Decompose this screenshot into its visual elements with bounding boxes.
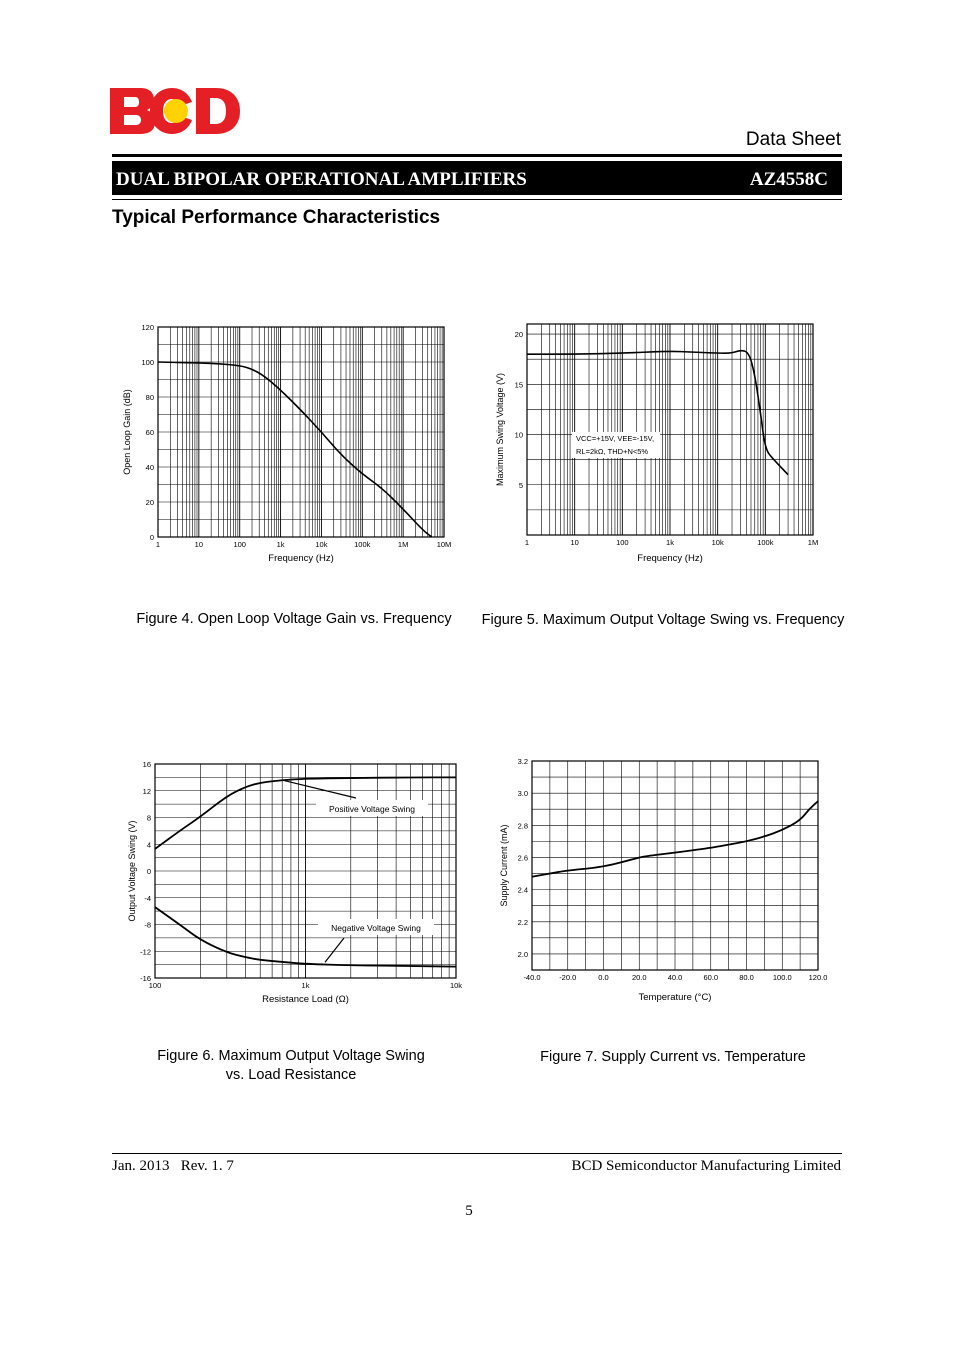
fig6-ytick-label: 8 (146, 813, 151, 823)
fig4-ytick-label: 20 (145, 498, 154, 507)
figure-7-caption: Figure 7. Supply Current vs. Temperature (540, 1049, 806, 1065)
fig4-ytick-label: 100 (141, 358, 154, 367)
fig5-xtick-label: 1 (524, 538, 530, 547)
fig4-xtick-label: 10M (436, 540, 452, 549)
fig6-ytick-label: 0 (146, 867, 151, 876)
fig5-ytick-label: 15 (514, 380, 523, 390)
fig4-ytick-label: 120 (141, 323, 154, 332)
fig7-grid (532, 761, 818, 970)
fig6-ytick-label: -16 (140, 974, 151, 983)
fig4-xtick-label: 100 (233, 540, 246, 549)
fig5-xtick-label: 100 (616, 538, 629, 547)
fig6-ytick-label: -12 (140, 947, 151, 957)
fig5-xtick-label: 1M (807, 538, 819, 547)
fig4-xtick-label: 10k (315, 540, 328, 549)
fig4-xtick-label: 1k (276, 540, 285, 549)
footer-company: BCD Semiconductor Manufacturing Limited (571, 1158, 841, 1174)
fig6-positive-label: Positive Voltage Swing (329, 804, 415, 814)
fig5-x-axis-label: Frequency (Hz) (637, 553, 703, 564)
fig6-x-axis-label: Resistance Load (Ω) (262, 994, 349, 1005)
fig5-y-axis-label: Maximum Swing Voltage (V) (495, 372, 505, 487)
fig7-xtick-label: 100.0 (772, 973, 792, 982)
fig6-y-axis-label: Output Voltage Swing (V) (127, 820, 137, 922)
fig4-ytick-label: 0 (149, 533, 154, 542)
section-heading: Typical Performance Characteristics (112, 207, 441, 228)
fig6-ytick-label: 4 (146, 840, 151, 850)
fig7-x-axis-label: Temperature (°C) (638, 992, 712, 1003)
fig4-xtick-label: 1M (397, 540, 409, 549)
fig7-ytick-label: 3.0 (517, 789, 528, 799)
fig4-xtick-label: 1 (155, 540, 161, 549)
fig7-xtick-label: 20.0 (631, 973, 647, 982)
figure-4-caption: Figure 4. Open Loop Voltage Gain vs. Frequency (136, 611, 452, 627)
fig7-xtick-label: -20.0 (559, 973, 577, 982)
fig5-annotation-line2: RL=2kΩ, THD+N<5% (576, 447, 649, 456)
fig7-ytick-label: 2.0 (517, 949, 528, 959)
fig6-ytick-label: -4 (144, 893, 151, 903)
figure-5-caption: Figure 5. Maximum Output Voltage Swing vs. Frequency (481, 612, 845, 628)
fig5-annotation-line1: VCC=+15V, VEE=-15V, (576, 434, 655, 443)
figure-6-caption (112, 1047, 470, 1085)
figure-6-caption-line1: Figure 6. Maximum Output Voltage Swing (157, 1048, 425, 1064)
fig7-xtick-label: -40.0 (523, 973, 541, 982)
fig7-ytick-label: 3.2 (517, 757, 528, 766)
fig4-ytick-label: 60 (145, 428, 154, 437)
fig6-ytick-label: 16 (142, 760, 151, 769)
fig4-ytick-label: 80 (145, 393, 154, 402)
fig7-xtick-label: 40.0 (667, 973, 683, 982)
page-number: 5 (465, 1203, 473, 1219)
doc-type-label: Data Sheet (745, 129, 841, 150)
fig6-xtick-label: 100 (148, 981, 162, 990)
fig7-xtick-label: 60.0 (703, 973, 719, 982)
fig6-xtick-label: 10k (449, 981, 463, 990)
fig4-ytick-label: 40 (145, 463, 154, 472)
fig7-ytick-label: 2.2 (517, 917, 528, 927)
fig7-xtick-label: 80.0 (739, 973, 754, 982)
fig5-xtick-label: 10 (570, 538, 579, 547)
fig4-x-axis-label: Frequency (Hz) (268, 553, 334, 564)
fig6-ytick-label: -8 (144, 920, 151, 930)
fig6-xtick-label: 1k (301, 981, 310, 990)
footer-date-revision: Jan. 2013 Rev. 1. 7 (112, 1158, 234, 1174)
fig7-ytick-label: 2.4 (517, 885, 528, 895)
part-number: AZ4558C (749, 169, 828, 190)
fig7-ytick-label: 2.6 (517, 853, 528, 863)
fig5-ytick-label: 10 (514, 430, 523, 440)
fig4-xtick-label: 10 (194, 540, 204, 549)
fig4-xtick-label: 100k (354, 540, 371, 549)
fig7-xtick-label: 0.0 (598, 973, 609, 982)
fig5-ytick-label: 20 (514, 330, 523, 340)
fig7-ytick-label: 2.8 (517, 821, 528, 831)
fig6-ytick-label: 12 (142, 786, 151, 796)
product-title: DUAL BIPOLAR OPERATIONAL AMPLIFIERS (116, 169, 527, 190)
fig5-ytick-label: 5 (518, 480, 523, 490)
footer-rule (112, 1153, 842, 1154)
figure-6-caption-line2: vs. Load Resistance (225, 1067, 357, 1083)
fig6-negative-label: Negative Voltage Swing (331, 923, 421, 933)
fig5-xtick-label: 1k (666, 538, 674, 547)
fig5-xtick-label: 10k (711, 538, 724, 547)
fig4-y-axis-label: Open Loop Gain (dB) (122, 389, 132, 475)
fig7-y-axis-label: Supply Current (mA) (499, 824, 509, 907)
fig7-xtick-label: 120.0 (808, 973, 828, 982)
fig5-xtick-label: 100k (757, 538, 774, 547)
